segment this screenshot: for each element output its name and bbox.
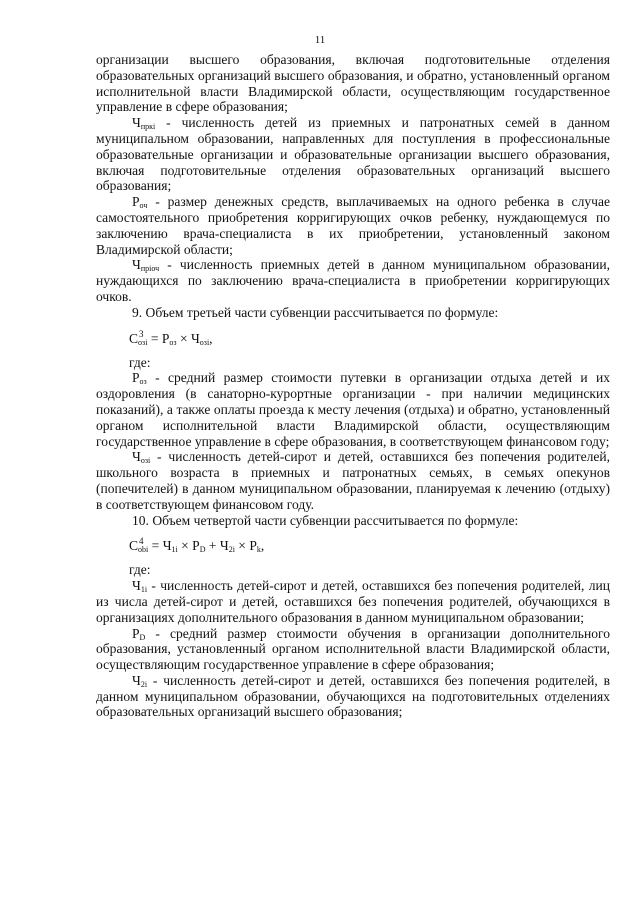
page-number: 11 xyxy=(314,34,326,46)
definition-chprki: $Ч_{пркi}$ - численность детей из приемных и патронатных семей в данном муниципальном образовании, направленных для поступления в профессиональные образовательные организации и образовательные организации высшего образования, включая подготовительные отделения образовательных организаций высшего образования; xyxy=(96,115,610,194)
term-ch1i: $Ч_{1i}$ xyxy=(132,578,148,595)
term-roch: $Р_{оч}$ xyxy=(132,194,148,211)
term-chprki: $Ч_{пркi}$ xyxy=(132,115,156,132)
where-label-1: где: xyxy=(129,354,151,370)
term-ch2i: $Ч_{2i}$ xyxy=(132,672,148,689)
term-pd: $P_D$ xyxy=(132,625,146,642)
term-roz: $Р_{оз}$ xyxy=(132,370,147,387)
definition-ch1i: $Ч_{1i}$ - численность детей-сирот и детей, оставшихся без попечения родителей, лиц из числа детей-сирот и детей, оставшихся без попечения родителей, обучающихся в организациях дополнительного образования в данном муниципальном образовании; xyxy=(96,578,610,625)
formula-third-part: С 3 $_{озі} = Р_{оз} \times Ч_{озі}$, xyxy=(129,328,213,347)
definition-pd: $P_D$ - средний размер стоимости обучения в организации дополнительного образования, установленный органом исполнительной власти Владимирской области, осуществляющим государственное управление в сфере образования; xyxy=(96,625,610,673)
definition-chprioch: $Ч_{пріоч}$ - численность приемных детей в данном муниципальном образовании, нуждающихся по заключению врача-специалиста в приобретении корригирующих очков. xyxy=(96,257,610,304)
where-label-2: где: xyxy=(129,562,151,578)
term-chozi: $Ч_{озі}$ xyxy=(132,449,151,466)
document-body xyxy=(96,52,610,720)
formula-fourth-part: С 4 $_{obi} = Ч_{1i} \times P_D + Ч_{2i} \times P_k$, xyxy=(129,536,265,555)
definition-roch: $Р_{оч}$ - размер денежных средств, выплачиваемых на одного ребенка в случае самостоятельного приобретения корригирующих очков ребенку, нуждающемуся по заключению врача-специалиста в их приобретении, установленный законом Владимирской области; xyxy=(96,194,610,257)
item-9-heading: 9. Объем третьей части субвенции рассчитывается по формуле: xyxy=(132,304,499,320)
definition-ch2i: $Ч_{2i}$ - численность детей-сирот и детей, оставшихся без попечения родителей, в данном муниципальном образовании, обучающихся на подготовительных отделениях образовательных организаций высшего образования; xyxy=(96,672,610,720)
definition-chozi: $Ч_{озі}$ - численность детей-сирот и детей, оставшихся без попечения родителей, школьного возраста в приемных и патронатных семьях, в семьях опекунов (попечителей) в данном муниципальном образовании, планируемая к лечению (отдыху) в соответствующем финансовом году. xyxy=(96,449,610,512)
paragraph-continuation: организации высшего образования, включая подготовительные отделения образовательных организаций высшего образования, и обратно, установленный органом исполнительной власти Владимирской области, осуществляющим государственное управление в сфере образования; xyxy=(96,52,610,115)
definition-roz: $Р_{оз}$ - средний размер стоимости путевки в организации отдыха детей и их оздоровления (в санаторно-курортные организации - при наличии медицинских показаний), а также оплаты проезда к месту лечения (отдыха) и обратно, установленный органом исполнительной власти Владимирской области, осуществляющим государственное управление в сфере образования, в соответствующем финансовом году; xyxy=(96,370,610,449)
item-10-heading: 10. Объем четвертой части субвенции рассчитывается по формуле: xyxy=(132,512,519,528)
term-chprioch: $Ч_{пріоч}$ xyxy=(132,257,160,274)
